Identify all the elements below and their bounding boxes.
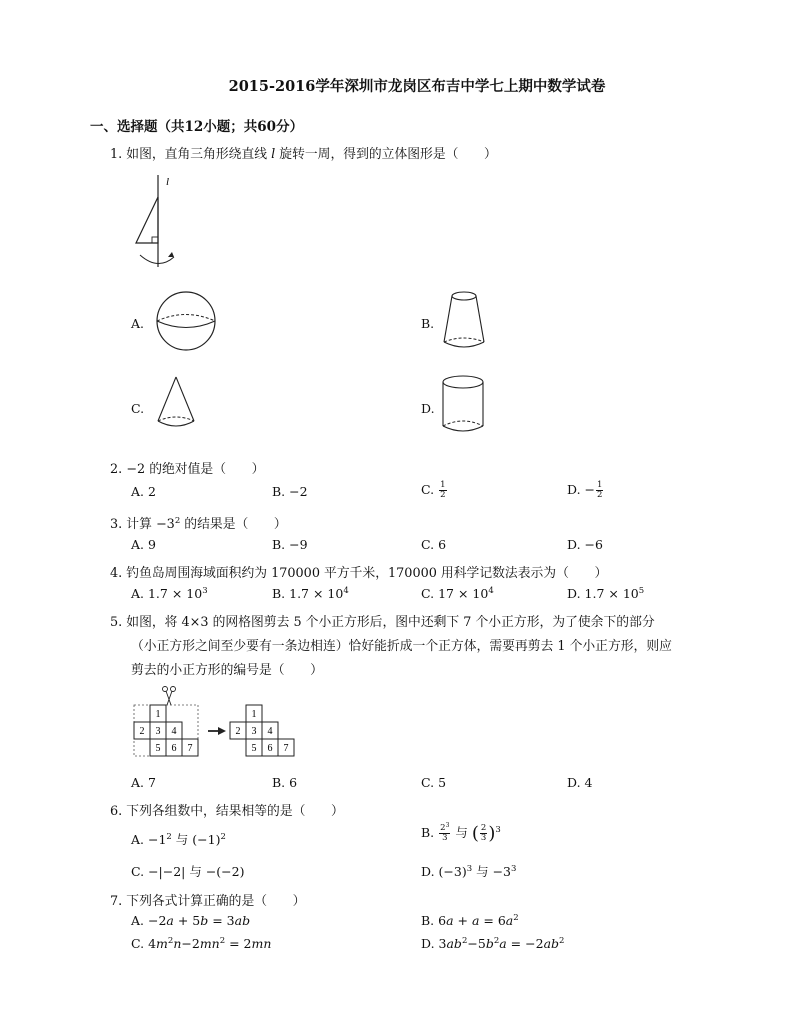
line-label: l xyxy=(166,176,170,188)
left-cell-4: 4 xyxy=(171,726,177,737)
q5-option-a[interactable]: A. 7 xyxy=(131,775,156,790)
q5-option-b[interactable]: B. 6 xyxy=(272,775,298,790)
q3-option-d[interactable]: D. −6 xyxy=(567,537,603,552)
q5-option-d[interactable]: D. 4 xyxy=(567,775,593,790)
q3-option-b[interactable]: B. −9 xyxy=(272,537,308,552)
left-cell-6: 6 xyxy=(171,743,177,754)
q1-option-c[interactable]: C. xyxy=(131,401,145,416)
grid-cutting-figure xyxy=(132,685,307,760)
q6-option-a[interactable]: A. $-1^2$ 与 $(-1)^2$ xyxy=(131,832,226,847)
q2-option-b[interactable]: B. −2 xyxy=(272,484,308,499)
question-7-stem: 7. 下列各式计算正确的是（ ） xyxy=(110,894,306,909)
q7-option-b[interactable]: B. $6a + a = 6a^2$ xyxy=(421,913,519,928)
right-cell-2: 2 xyxy=(235,726,241,737)
question-5-line-2: （小正方形之间至少要有一条边相连）恰好能折成一个正方体，需要再剪去 1 个小正方形，则应 xyxy=(131,639,672,654)
q6-option-b[interactable]: B. $\frac{2^3}{3}$ 与 ( $\frac{2}{3}$ )$^3$ xyxy=(421,822,501,844)
left-cell-1: 1 xyxy=(155,709,161,720)
rotation-figure xyxy=(130,175,190,275)
right-cell-5: 5 xyxy=(251,743,257,754)
q7-option-c[interactable]: C. $4m^2n-2mn^2 = 2mn$ xyxy=(131,936,272,951)
q4-option-a[interactable]: A. $1.7 \times 10^3$ xyxy=(131,586,208,601)
question-6-stem: 6. 下列各组数中，结果相等的是（ ） xyxy=(110,804,344,819)
q2-option-c[interactable]: C. $\frac{1}{2}$ xyxy=(421,480,446,500)
q4-option-b[interactable]: B. $1.7 \times 10^4$ xyxy=(272,586,349,601)
q7-option-a[interactable]: A. −2a + 5b = 3ab xyxy=(131,913,251,928)
cone-shape xyxy=(155,375,200,435)
right-cell-6: 6 xyxy=(267,743,273,754)
cylinder-shape xyxy=(441,374,491,436)
question-2-stem: 2. −2 的绝对值是（ ） xyxy=(110,462,265,477)
q2-option-d[interactable]: D. − $\frac{1}{2}$ xyxy=(567,480,603,500)
right-cell-1: 1 xyxy=(251,709,257,720)
document-title: 2015-2016学年深圳市龙岗区布吉中学七上期中数学试卷 xyxy=(228,78,606,95)
q1-option-b[interactable]: B. xyxy=(421,316,435,331)
frustum-shape xyxy=(440,290,490,352)
question-4-stem: 4. 钓鱼岛周围海域面积约为 170000 平方千米，170000 用科学记数法表示为（ ） xyxy=(110,566,608,581)
question-5-line-3: 剪去的小正方形的编号是（ ） xyxy=(131,663,323,678)
question-1-stem: 1. 如图，直角三角形绕直线 l 旋转一周，得到的立体图形是（ ） xyxy=(110,147,497,162)
q1-option-a[interactable]: A. xyxy=(131,316,145,331)
q6-option-c[interactable]: C. −|−2| 与 −(−2) xyxy=(131,864,245,879)
q3-option-c[interactable]: C. 6 xyxy=(421,537,447,552)
right-cell-7: 7 xyxy=(283,743,289,754)
section-heading: 一、选择题（共12小题；共60分） xyxy=(90,119,304,135)
right-cell-3: 3 xyxy=(251,726,257,737)
q4-option-d[interactable]: D. $1.7 \times 10^5$ xyxy=(567,586,645,601)
question-3-stem: 3. 计算 $-3^2$ 的结果是（ ） xyxy=(110,516,287,532)
left-cell-7: 7 xyxy=(187,743,193,754)
q4-option-c[interactable]: C. $17 \times 10^4$ xyxy=(421,586,494,601)
q7-option-d[interactable]: D. $3ab^2-5b^2a = -2ab^2$ xyxy=(421,936,565,951)
left-cell-3: 3 xyxy=(155,726,161,737)
q6-option-d[interactable]: D. $(-3)^3$ 与 $-3^3$ xyxy=(421,864,517,879)
left-cell-2: 2 xyxy=(139,726,145,737)
left-cell-5: 5 xyxy=(155,743,161,754)
q2-option-a[interactable]: A. 2 xyxy=(131,484,156,499)
arrow-right-icon xyxy=(208,727,226,735)
scissors-icon xyxy=(163,687,176,706)
q3-option-a[interactable]: A. 9 xyxy=(131,537,156,552)
sphere-shape xyxy=(155,290,219,352)
question-5-line-1: 5. 如图，将 4×3 的网格图剪去 5 个小正方形后，图中还剩下 7 个小正方形，为了使余下的部分 xyxy=(110,615,655,630)
q1-option-d[interactable]: D. xyxy=(421,401,435,416)
q5-option-c[interactable]: C. 5 xyxy=(421,775,447,790)
right-cell-4: 4 xyxy=(267,726,273,737)
